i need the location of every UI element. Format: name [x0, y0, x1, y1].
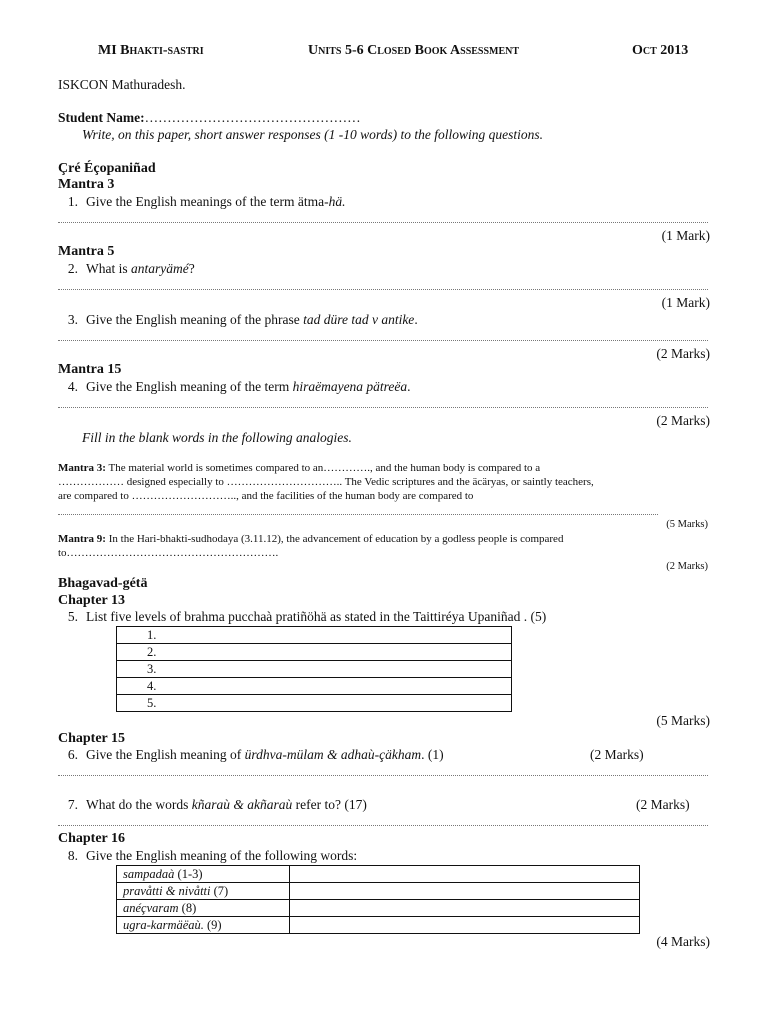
- analogy-mantra-3-line-2: ……………… designed especially to ………………………….. The Vedic scriptures and the äcäryas, or saintly teachers,: [58, 476, 594, 488]
- q5-marks: (5 Marks): [656, 713, 710, 728]
- answer-line-1[interactable]: [58, 222, 708, 223]
- q1-marks: (1 Mark): [661, 228, 710, 243]
- answer-cell[interactable]: [290, 866, 640, 883]
- q5-answer-table: [116, 626, 512, 712]
- answer-line-2[interactable]: [58, 289, 708, 290]
- table-row[interactable]: 3.: [117, 661, 512, 678]
- answer-line-7[interactable]: [58, 825, 708, 826]
- chapter-13-heading: Chapter 13: [58, 593, 126, 608]
- question-7: 7. What do the words kñaraù & akñaraù refer to? (17): [67, 797, 367, 812]
- chapter-16-heading: Chapter 16: [58, 831, 126, 846]
- section-title-gita: Bhagavad-gétä: [58, 576, 148, 591]
- question-2: 2. What is antaryämé?: [67, 261, 195, 276]
- header-course: MI Bhakti-sastri: [98, 43, 204, 58]
- analogy-mantra-9-line-2: to………………………………………………….: [58, 547, 279, 559]
- student-name-line: [58, 110, 361, 126]
- answer-cell[interactable]: [290, 883, 640, 900]
- answer-line-6[interactable]: [58, 775, 708, 776]
- student-name-label: Student Name:: [58, 110, 145, 125]
- analogy-mantra-3-line-3: are compared to ……………………….., and the facilities of the human body are compared to: [58, 490, 474, 502]
- question-8: 8. Give the English meaning of the following words:: [67, 848, 358, 863]
- instructions: Write, on this paper, short answer responses (1 -10 words) to the following questions.: [82, 127, 544, 142]
- table-row[interactable]: pravåtti & nivåtti (7): [117, 883, 640, 900]
- question-3: 3. Give the English meaning of the phrase tad düre tad v antike.: [67, 312, 418, 327]
- q4-marks: (2 Marks): [656, 413, 710, 428]
- analogy-mantra-9-line-1: Mantra 9: In the Hari-bhakti-sudhodaya (3.11.12), the advancement of education by a godless people is compared: [58, 533, 564, 545]
- mantra-5-heading: Mantra 5: [58, 244, 115, 259]
- student-name-dots: …………………………………………: [144, 110, 361, 125]
- table-row[interactable]: 1.: [117, 627, 512, 644]
- table-row[interactable]: 4.: [117, 678, 512, 695]
- answer-line-analogy-1[interactable]: [58, 514, 658, 515]
- question-5: 5. List five levels of brahma pucchaà pratiñöhä as stated in the Taittiréya Upaniñad . (5): [67, 609, 547, 624]
- table-row[interactable]: anéçvaram (8): [117, 900, 640, 917]
- table-row[interactable]: ugra-karmäëaù. (9): [117, 917, 640, 934]
- q6-marks: (2 Marks): [590, 747, 644, 762]
- fill-instructions: Fill in the blank words in the following analogies.: [82, 430, 352, 445]
- table-row[interactable]: 2.: [117, 644, 512, 661]
- answer-line-4[interactable]: [58, 407, 708, 408]
- q2-marks: (1 Mark): [661, 295, 710, 310]
- chapter-15-heading: Chapter 15: [58, 731, 126, 746]
- table-row[interactable]: 5.: [117, 695, 512, 712]
- header-title: Units 5-6 Closed Book Assessment: [308, 43, 520, 58]
- header-date: Oct 2013: [632, 43, 689, 58]
- question-4: 4. Give the English meaning of the term hiraëmayena pätreëa.: [67, 379, 411, 394]
- q3-marks: (2 Marks): [656, 346, 710, 361]
- mantra-3-heading: Mantra 3: [58, 177, 115, 192]
- analogy-mantra-3-line-1: Mantra 3: The material world is sometimes compared to an…………., and the human body is compared to a: [58, 462, 541, 474]
- institution: ISKCON Mathuradesh.: [58, 77, 186, 92]
- q7-marks: (2 Marks): [636, 797, 690, 812]
- section-title-isopanisad: Çré Éçopaniñad: [58, 161, 156, 176]
- question-6: 6. Give the English meaning of ürdhva-mülam & adhaù-çäkham. (1): [67, 747, 444, 762]
- table-row[interactable]: sampadaà (1-3): [117, 866, 640, 883]
- analogy-2-marks: (2 Marks): [666, 561, 708, 572]
- answer-cell[interactable]: [290, 900, 640, 917]
- answer-cell[interactable]: [290, 917, 640, 934]
- question-1: 1. Give the English meanings of the term ätma-hä.: [67, 194, 346, 209]
- analogy-1-marks: (5 Marks): [666, 519, 708, 530]
- mantra-15-heading: Mantra 15: [58, 362, 122, 377]
- q8-marks: (4 Marks): [656, 934, 710, 949]
- q8-answer-table: [116, 865, 640, 934]
- answer-line-3[interactable]: [58, 340, 708, 341]
